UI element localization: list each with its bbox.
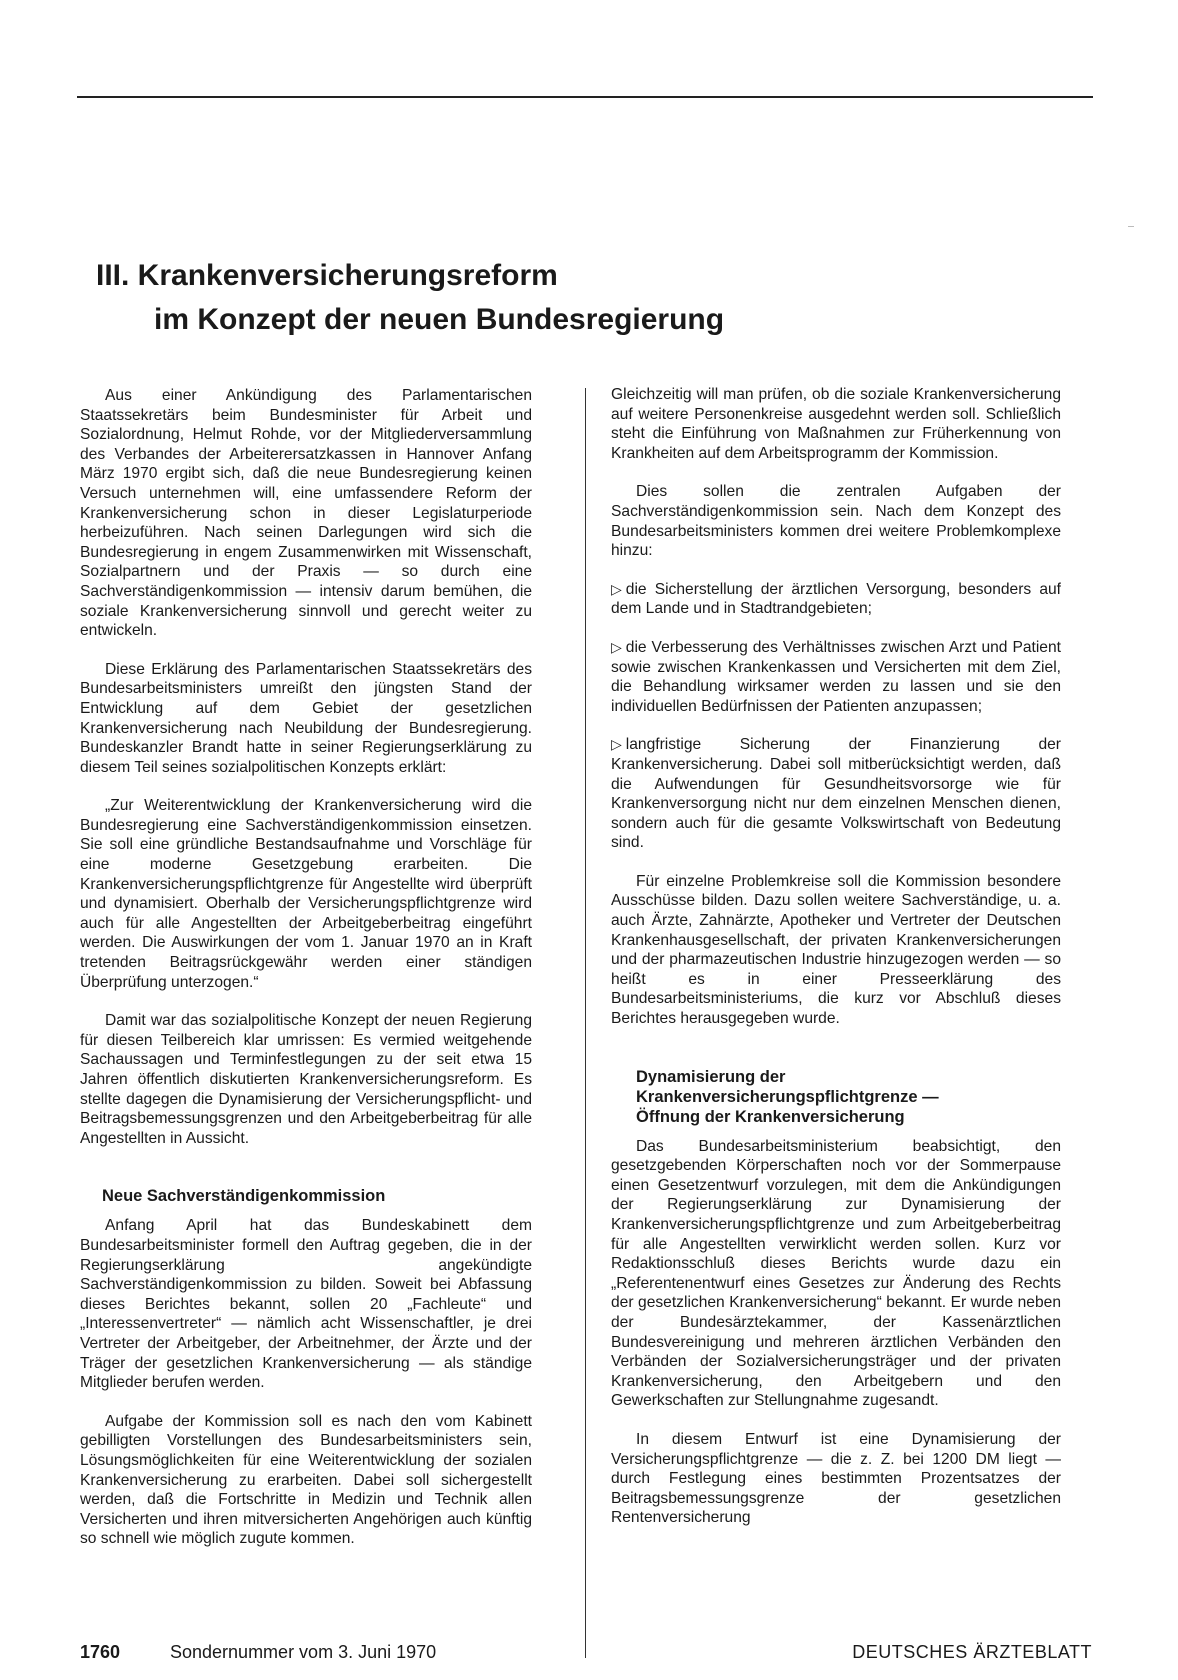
bullet-item (611, 580, 1061, 619)
bullet-text: die Sicherstellung der ärztlichen Versorgung, besonders auf dem Lande und in Stadtrandgebieten; (611, 580, 1061, 618)
section-heading-line: Krankenversicherungspflichtgrenze — (636, 1087, 939, 1106)
right-column (611, 385, 1061, 1547)
section-heading: Neue Sachverständigenkommission (102, 1187, 386, 1206)
triangle-bullet-icon: ▷ (611, 580, 622, 597)
paragraph: Gleichzeitig will man prüfen, ob die soziale Krankenversicherung auf weitere Personenkreise ausgedehnt werden soll. Schließlich steht die Einführung von Maßnahmen zur Früherkennung von Krankheiten auf dem Arbeitsprogramm der Kommission. (611, 386, 1061, 462)
paragraph: Aufgabe der Kommission soll es nach den vom Kabinett gebilligten Vorstellungen des Bundesarbeitsministers sein, Lösungsmöglichkeiten für eine Weiterentwicklung der sozialen Krankenversicherung zu erarbeiten. Dabei soll sichergestellt werden, daß die Fortschritte in Medizin und Technik allen Versicherten und ihren mitversicherten Angehörigen auch künftig so schnell wie möglich zugute kommen. (80, 1412, 532, 1548)
bullet-item (611, 638, 1061, 716)
article-title-line2: im Konzept der neuen Bundesregierung (154, 303, 725, 336)
bullet-text: die Verbesserung des Verhältnisses zwischen Arzt und Patient sowie zwischen Krankenkassen und Versicherten mit dem Ziel, die Behandlung wirksamer werden zu lassen und sie den individuellen Bedürfnissen der Patienten anzupassen; (611, 638, 1061, 715)
article-title-line1: III. Krankenversicherungsreform (96, 259, 558, 292)
triangle-bullet-icon: ▷ (611, 736, 622, 753)
scan-mark (1128, 226, 1134, 227)
bullet-item (611, 735, 1061, 853)
paragraph: Diese Erklärung des Parlamentarischen Staatssekretärs des Bundesarbeitsministers umreißt den jüngsten Stand der Entwicklung auf dem Gebiet der gesetzlichen Krankenversicherung nach Neubildung der Bundesregierung. Bundeskanzler Brandt hatte in seiner Regierungserklärung zu diesem Teil seines sozialpolitischen Konzepts erklärt: (80, 660, 532, 776)
paragraph: In diesem Entwurf ist eine Dynamisierung der Versicherungspflichtgrenze — die z. Z. bei 1200 DM liegt — durch Festlegung eines bestimmten Prozentsatzes der Beitragsbemessungsgrenze der gesetzlichen Rentenversicherung (611, 1430, 1061, 1527)
left-column (80, 386, 532, 1568)
issue-label: Sondernummer vom 3. Juni 1970 (170, 1642, 437, 1662)
page-number: 1760 (80, 1642, 121, 1662)
triangle-bullet-icon: ▷ (611, 638, 622, 655)
column-divider (585, 388, 586, 1658)
section-heading (611, 1067, 1061, 1127)
bullet-text: langfristige Sicherung der Finanzierung der Krankenversicherung. Dabei soll mitberücksichtigt werden, daß die Aufwendungen für Gesundheitsvorsorge wie für Krankenversorgung nicht nur dem einzelnen Menschen dienen, sondern auch für die gesamte Volkswirtschaft von Bedeutung sind. (611, 736, 1061, 852)
paragraph: Das Bundesarbeitsministerium beabsichtigt, den gesetzgebenden Körperschaften noch vor der Sommerpause einen Gesetzentwurf vorzulegen, mit dem die Ankündigungen der Regierungserklärung zur Dynamisierung der Krankenversicherungspflichtgrenze und zum Arbeitgeberbeitrag für alle Angestellten verwirklicht werden sollen. Kurz vor Redaktionsschluß dieses Berichts wurde dazu ein „Referentenentwurf eines Gesetzes zur Änderung des Rechts der gesetzlichen Krankenversicherung“ bekannt. Er wurde neben der Bundesärztekammer, der Kassenärztlichen Bundesvereinigung und mehreren ärztlichen Verbänden den Verbänden der Sozialversicherungsträger und der privaten Krankenversicherung, den Arbeitgebern und den Gewerkschaften zur Stellungnahme zugesandt. (611, 1137, 1061, 1410)
top-rule (77, 96, 1093, 98)
paragraph: Dies sollen die zentralen Aufgaben der Sachverständigenkommission sein. Nach dem Konzept des Bundesarbeitsministers kommen drei weitere Problemkomplexe hinzu: (611, 483, 1061, 560)
quote-paragraph: „Zur Weiterentwicklung der Krankenversicherung wird die Bundesregierung eine Sachverständigenkommission einsetzen. Sie soll eine gründliche Bestandsaufnahme und Vorschläge für eine moderne Gesetzgebung erarbeiten. Die Krankenversicherungspflichtgrenze für Angestellte wird überprüft und dynamisiert. Oberhalb der Versicherungspflichtgrenze wird auch für alle Angestellten der Arbeitgeberbeitrag eingeführt werden. Die Auswirkungen der vom 1. Januar 1970 an in Kraft tretenden Beitragsrückgewähr werden einer ständigen Überprüfung unterzogen.“ (80, 797, 532, 991)
section-heading-line: Dynamisierung der (636, 1067, 786, 1086)
section-heading-line: Öffnung der Krankenversicherung (636, 1107, 905, 1126)
paragraph: Anfang April hat das Bundeskabinett dem Bundesarbeitsminister formell den Auftrag gegeben, die in der Regierungserklärung angekündigte Sachverständigenkommission zu bilden. Soweit bei Abfassung dieses Berichtes bekannt, sollen 20 „Fachleute“ und „Interessenvertreter“ — nämlich acht Wissenschaftler, je drei Vertreter der Arbeitgeber, der Arbeitnehmer, der Ärzte und der Träger der gesetzlichen Krankenversicherung — als ständige Mitglieder berufen werden. (80, 1217, 532, 1392)
paragraph: Für einzelne Problemkreise soll die Kommission besondere Ausschüsse bilden. Dazu sollen weitere Sachverständige, u. a. auch Ärzte, Zahnärzte, Apotheker und Vertreter der Deutschen Krankenhausgesellschaft, der privaten Krankenversicherungen und der pharmazeutischen Industrie hinzugezogen werden — so heißt es in einer Presseerklärung des Bundesarbeitsministeriums, die kurz vor Abschluß dieses Berichtes herausgegeben wurde. (611, 872, 1061, 1028)
journal-name: DEUTSCHES ÄRZTEBLATT (852, 1642, 1092, 1662)
paragraph: Damit war das sozialpolitische Konzept der neuen Regierung für diesen Teilbereich klar umrissen: Es vermied weitgehende Sachaussagen und Terminfestlegungen zu der seit etwa 15 Jahren öffentlich diskutierten Krankenversicherungsreform. Es stellte dagegen die Dynamisierung der Versicherungspflicht- und Beitragsbemessungsgrenzen und den Arbeitgeberbeitrag für alle Angestellten in Aussicht. (80, 1012, 532, 1147)
paragraph: Aus einer Ankündigung des Parlamentarischen Staatssekretärs beim Bundesminister für Arbeit und Sozialordnung, Helmut Rohde, vor der Mitgliederversammlung des Verbandes der Arbeiterersatzkassen in Hannover Anfang März 1970 ergibt sich, daß die neue Bundesregierung keinen Versuch unternehmen will, eine umfassendere Reform der Krankenversicherung schon in dieser Legislaturperiode herbeizuführen. Nach seinen Darlegungen wird sich die Bundesregierung in engem Zusammenwirken mit Wissenschaft, Sozialpartnern und der Praxis — so durch eine Sachverständigenkommission — intensiv darum bemühen, die soziale Krankenversicherung sinnvoll und gerecht weiter zu entwickeln. (80, 387, 532, 640)
article-title (96, 254, 724, 342)
